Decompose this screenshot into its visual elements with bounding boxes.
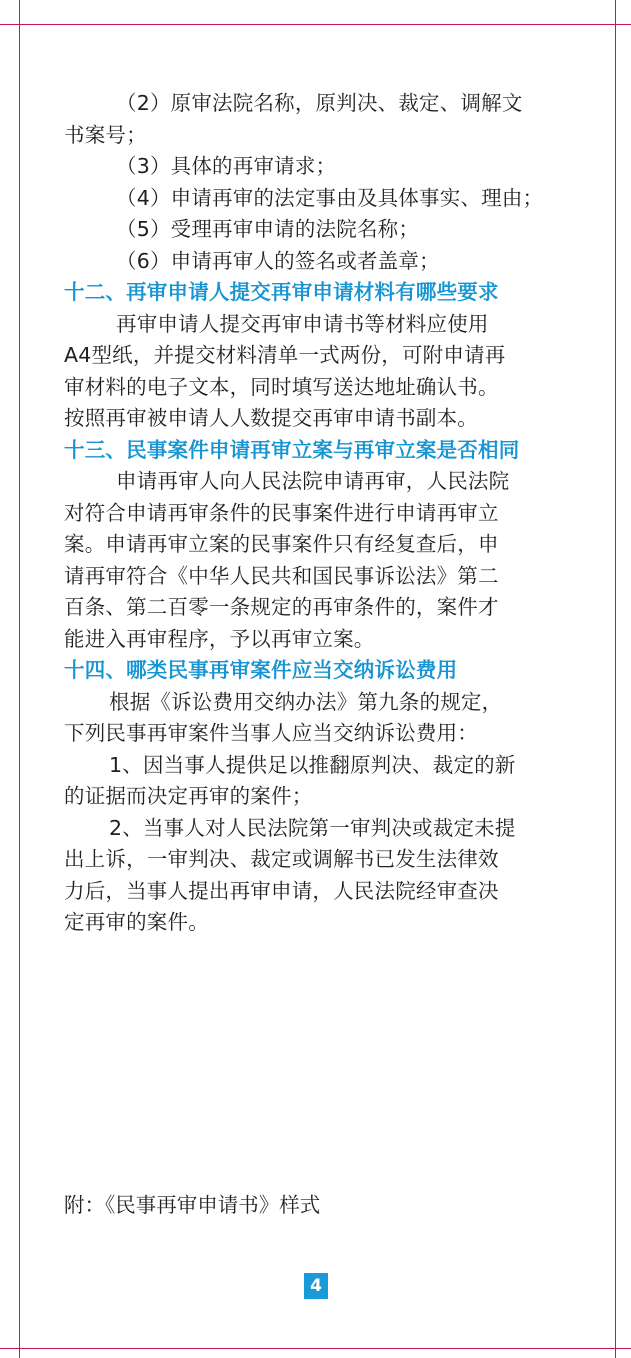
numbered-item-2-continued: 出上诉，一审判决、裁定或调解书已发生法律效 <box>64 847 499 871</box>
crop-mark-left <box>19 0 20 1358</box>
crop-mark-bottom <box>0 1348 631 1349</box>
numbered-item-2-continued: 力后，当事人提出再审申请，人民法院经审查决 <box>64 878 499 903</box>
section-heading-14: 十四、哪类民事再审案件应当交纳诉讼费用 <box>64 658 458 682</box>
paragraph-line: 能进入再审程序，予以再审立案。 <box>64 626 375 651</box>
paragraph-line: 案。申请再审立案的民事案件只有经复查后，申 <box>64 532 499 556</box>
paragraph-line: 百条、第二百零一条规定的再审条件的，案件才 <box>64 595 499 619</box>
list-item-6: （6）申请再审人的签名或者盖章； <box>116 248 440 273</box>
document-body <box>64 88 584 939</box>
numbered-item-1: 1、因当事人提供足以推翻原判决、裁定的新 <box>109 752 516 777</box>
numbered-item-2-continued: 定再审的案件。 <box>64 910 209 934</box>
list-item-3: （3）具体的再审请求； <box>116 154 337 178</box>
crop-mark-right <box>615 0 616 1358</box>
list-item-2: （2）原审法院名称，原判决、裁定、调解文 <box>116 91 523 115</box>
section-heading-12: 十二、再审申请人提交再审申请材料有哪些要求 <box>64 280 499 304</box>
paragraph-line: 再审申请人提交再审申请书等材料应使用 <box>116 311 489 336</box>
paragraph-line: 申请再审人向人民法院申请再审，人民法院 <box>116 469 510 493</box>
list-item-4: （4）申请再审的法定事由及具体事实、理由； <box>116 185 544 210</box>
list-item-2-continued: 书案号； <box>64 122 147 147</box>
numbered-item-1-continued: 的证据而决定再审的案件； <box>64 784 313 808</box>
numbered-item-2: 2、当事人对人民法院第一审判决或裁定未提 <box>109 815 516 840</box>
paragraph-line: 审材料的电子文本，同时填写送达地址确认书。 <box>64 374 499 399</box>
paragraph-line: 对符合申请再审条件的民事案件进行申请再审立 <box>64 500 499 525</box>
page-number-badge: 4 <box>304 1273 328 1299</box>
appendix-note: 附：《民事再审申请书》样式 <box>64 1193 321 1217</box>
paragraph-line: 根据《诉讼费用交纳办法》第九条的规定， <box>109 689 503 714</box>
paragraph-line: A4型纸，并提交材料清单一式两份，可附申请再 <box>64 343 506 367</box>
section-heading-13: 十三、民事案件申请再审立案与再审立案是否相同 <box>64 437 520 462</box>
paragraph-line: 请再审符合《中华人民共和国民事诉讼法》第二 <box>64 563 499 588</box>
crop-mark-top <box>0 24 631 25</box>
paragraph-line: 下列民事再审案件当事人应当交纳诉讼费用： <box>64 721 478 745</box>
paragraph-line: 按照再审被申请人人数提交再审申请书副本。 <box>64 406 478 430</box>
list-item-5: （5）受理再审申请的法院名称； <box>116 217 420 241</box>
